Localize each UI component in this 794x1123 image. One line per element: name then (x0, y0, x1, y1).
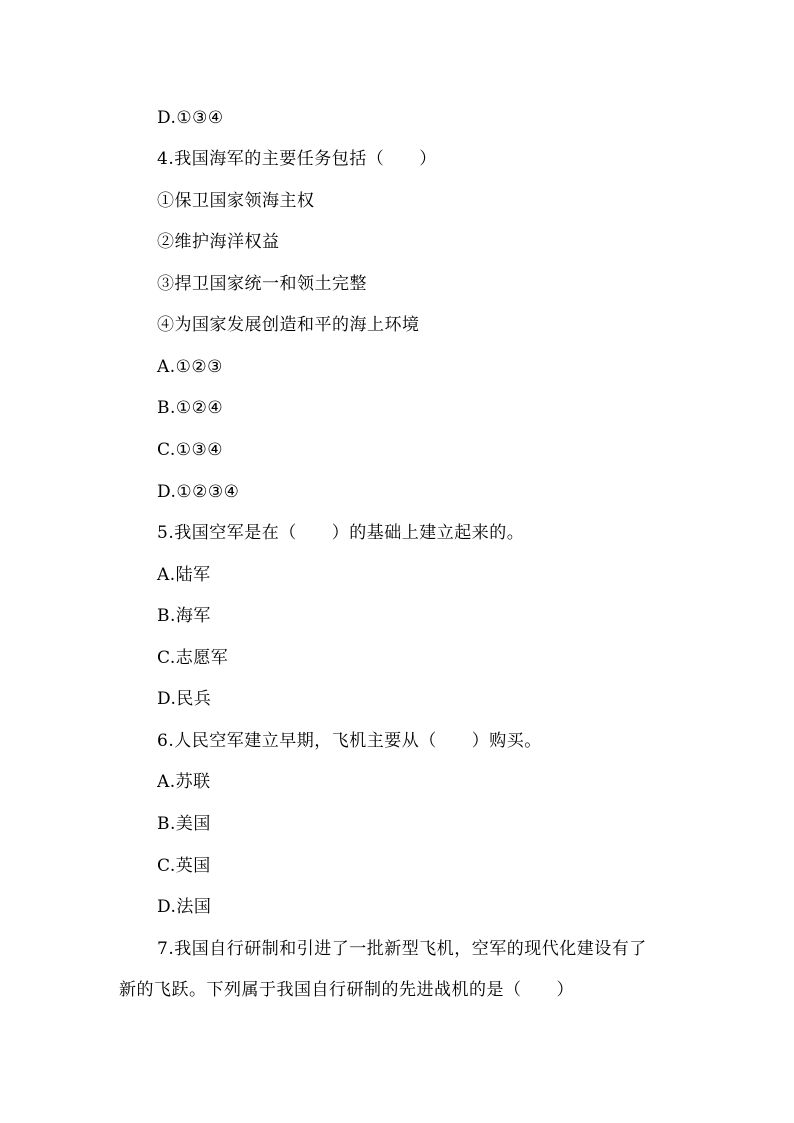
q5-question: 5.我国空军是在（ ）的基础上建立起来的。 (157, 523, 525, 543)
q4-statement-2: ②维护海洋权益 (157, 232, 280, 252)
q5-option-d: D.民兵 (157, 689, 212, 709)
q6-option-c: C.英国 (157, 856, 211, 876)
q4-statement-4: ④为国家发展创造和平的海上环境 (157, 315, 420, 335)
q4-statement-3: ③捍卫国家统一和领土完整 (157, 274, 367, 294)
q5-option-a: A.陆军 (157, 565, 211, 585)
q6-question: 6.人民空军建立早期，飞机主要从（ ）购买。 (157, 731, 542, 751)
q4-option-c: C.①③④ (157, 440, 224, 460)
q5-option-c: C.志愿军 (157, 648, 229, 668)
q5-option-b: B.海军 (157, 606, 211, 626)
q6-option-d: D.法国 (157, 897, 212, 917)
q6-option-b: B.美国 (157, 814, 211, 834)
q6-option-a: A.苏联 (157, 772, 211, 792)
q7-question-line-2: 新的飞跃。下列属于我国自行研制的先进战机的是（ ） (119, 980, 574, 1000)
q4-option-b: B.①②④ (157, 398, 224, 418)
q3-option-d: D.①③④ (157, 108, 224, 128)
q4-statement-1: ①保卫国家领海主权 (157, 191, 315, 211)
q4-question: 4.我国海军的主要任务包括（ ） (157, 149, 437, 169)
q4-option-d: D.①②③④ (157, 482, 240, 502)
q7-question-line-1: 7.我国自行研制和引进了一批新型飞机，空军的现代化建设有了 (157, 939, 647, 959)
q4-option-a: A.①②③ (157, 357, 223, 377)
